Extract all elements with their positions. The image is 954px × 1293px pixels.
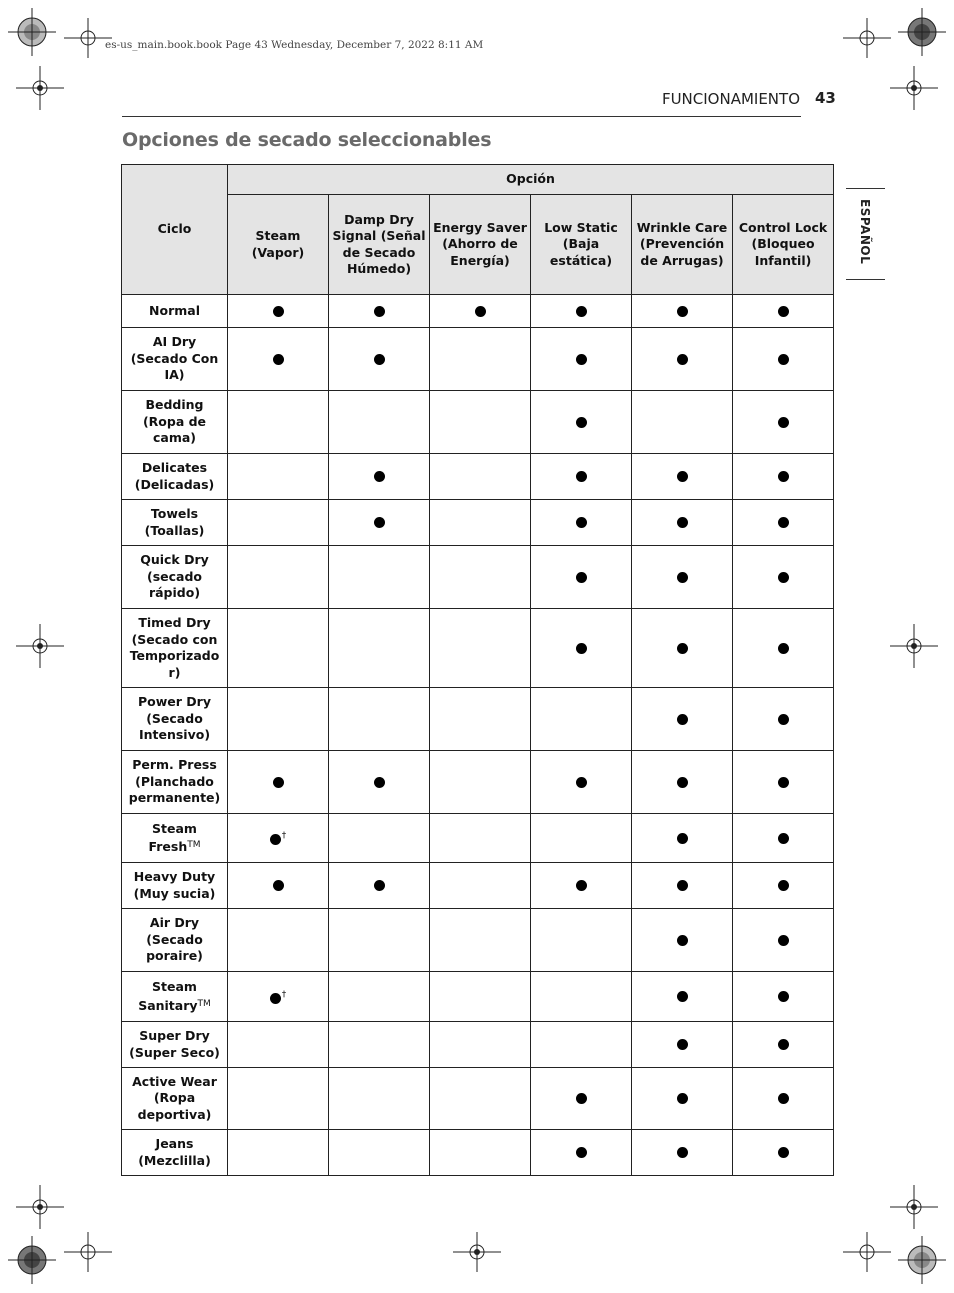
option-cell	[329, 328, 430, 391]
bullet-dot-icon	[778, 471, 789, 482]
cycle-name-cell	[122, 546, 228, 609]
option-column-header: Wrinkle Care (Prevención de Arrugas)	[632, 195, 733, 295]
cycle-name-cell	[122, 609, 228, 688]
option-cell	[733, 1068, 834, 1130]
option-column-header: Low Static (Baja estática)	[531, 195, 632, 295]
cycle-name-cell	[122, 1022, 228, 1068]
table-row	[122, 863, 834, 909]
bullet-dot-icon	[778, 354, 789, 365]
option-cell	[228, 863, 329, 909]
option-cell	[733, 863, 834, 909]
option-cell	[430, 609, 531, 688]
bullet-dot-icon	[374, 880, 385, 891]
language-tab-label: ESPAÑOL	[858, 199, 872, 265]
table-row	[122, 546, 834, 609]
option-cell	[632, 1068, 733, 1130]
option-cell	[531, 909, 632, 972]
trademark-mark: TM	[197, 998, 211, 1009]
option-cell	[228, 295, 329, 328]
bullet-dot-icon	[778, 1147, 789, 1158]
table-row	[122, 972, 834, 1022]
bullet-dot-icon	[677, 517, 688, 528]
table-row	[122, 751, 834, 814]
cycle-name-cell	[122, 1130, 228, 1176]
bullet-dot-icon	[778, 1093, 789, 1104]
bullet-dot-icon	[576, 517, 587, 528]
crosshair-mark	[890, 1185, 938, 1229]
crosshair-mark	[16, 66, 64, 110]
option-cell	[228, 609, 329, 688]
option-cell	[430, 295, 531, 328]
cycle-name-cell	[122, 688, 228, 751]
bullet-dot-icon	[677, 935, 688, 946]
cycle-name-cell	[122, 1068, 228, 1130]
option-cell	[531, 328, 632, 391]
table-row	[122, 500, 834, 546]
bullet-dot-icon	[778, 643, 789, 654]
cycle-name-cell	[122, 751, 228, 814]
option-cell	[430, 328, 531, 391]
option-cell	[329, 863, 430, 909]
table-row	[122, 609, 834, 688]
option-cell	[329, 909, 430, 972]
page-title: Opciones de secado seleccionables	[122, 129, 492, 151]
bullet-dot-icon	[576, 417, 587, 428]
bullet-dot-icon	[677, 1039, 688, 1050]
bullet-dot-icon	[778, 833, 789, 844]
option-cell	[733, 500, 834, 546]
bullet-dot-icon	[576, 471, 587, 482]
header-rule	[122, 116, 801, 117]
cycle-name-cell	[122, 295, 228, 328]
bullet-dot-icon	[778, 991, 789, 1002]
cycle-name: Quick Dry (secado rápido)	[140, 552, 209, 601]
option-cell	[733, 546, 834, 609]
option-cell	[329, 1068, 430, 1130]
option-cell	[733, 1022, 834, 1068]
crosshair-mark	[890, 66, 938, 110]
crosshair-mark	[64, 1232, 112, 1272]
cycle-name-cell	[122, 500, 228, 546]
table-row	[122, 295, 834, 328]
table-row	[122, 814, 834, 863]
option-cell	[531, 751, 632, 814]
option-cell	[228, 391, 329, 454]
bullet-dot-icon	[778, 880, 789, 891]
option-cell	[329, 1022, 430, 1068]
registration-target-mark	[8, 8, 56, 56]
option-cell	[632, 751, 733, 814]
option-cell	[430, 814, 531, 863]
bullet-dot-icon	[374, 777, 385, 788]
option-cell	[228, 751, 329, 814]
dagger-mark: †	[281, 989, 287, 1000]
bullet-dot-icon	[273, 354, 284, 365]
option-cell	[632, 454, 733, 500]
bullet-dot-icon	[677, 1093, 688, 1104]
option-cell	[430, 1068, 531, 1130]
option-cell	[733, 814, 834, 863]
option-cell	[531, 295, 632, 328]
option-cell	[329, 688, 430, 751]
option-cell	[228, 454, 329, 500]
option-cell	[531, 454, 632, 500]
option-cell	[531, 500, 632, 546]
cycle-name-cell	[122, 863, 228, 909]
option-cell	[430, 391, 531, 454]
cycle-header: Ciclo	[122, 165, 228, 295]
bullet-dot-icon	[778, 517, 789, 528]
bullet-dot-icon	[270, 993, 281, 1004]
bullet-dot-icon	[778, 1039, 789, 1050]
option-cell	[430, 454, 531, 500]
bullet-dot-icon	[778, 417, 789, 428]
bullet-dot-icon	[677, 354, 688, 365]
bullet-dot-icon	[576, 354, 587, 365]
cycle-name: Active Wear (Ropa deportiva)	[132, 1073, 217, 1122]
trademark-mark: TM	[187, 840, 201, 850]
bullet-dot-icon	[576, 777, 587, 788]
option-cell	[228, 1022, 329, 1068]
bullet-dot-icon	[677, 991, 688, 1002]
table-row	[122, 454, 834, 500]
crosshair-mark	[64, 18, 112, 58]
dagger-mark: †	[281, 831, 287, 842]
bullet-dot-icon	[576, 572, 587, 583]
bullet-dot-icon	[576, 880, 587, 891]
option-cell	[228, 909, 329, 972]
table-row	[122, 1130, 834, 1176]
option-cell	[632, 972, 733, 1022]
option-cell	[430, 972, 531, 1022]
option-cell	[430, 909, 531, 972]
cycle-name-cell	[122, 454, 228, 500]
cycle-name: AI Dry (Secado Con IA)	[130, 334, 219, 383]
option-column-header: Damp Dry Signal (Señal de Secado Húmedo)	[329, 195, 430, 295]
bullet-dot-icon	[778, 714, 789, 725]
cycle-name: Steam Sanitary	[138, 979, 198, 1013]
cycle-name: Perm. Press (Planchado permanente)	[128, 757, 221, 806]
cycle-name: Steam Fresh	[148, 820, 197, 854]
crosshair-mark	[16, 1185, 64, 1229]
table-row	[122, 909, 834, 972]
option-cell	[329, 609, 430, 688]
cycle-name: Air Dry (Secado poraire)	[146, 915, 203, 964]
option-cell	[632, 609, 733, 688]
option-cell	[228, 1068, 329, 1130]
option-cell	[228, 972, 329, 1022]
cycle-name: Normal	[149, 302, 200, 318]
option-cell	[733, 328, 834, 391]
cycle-name: Delicates (Delicadas)	[134, 460, 215, 492]
cycle-name: Jeans (Mezclilla)	[138, 1136, 211, 1168]
option-cell	[632, 295, 733, 328]
table-row	[122, 688, 834, 751]
option-cell	[632, 546, 733, 609]
option-cell	[733, 609, 834, 688]
option-column-header: Energy Saver (Ahorro de Energía)	[430, 195, 531, 295]
dry-options-table	[121, 164, 834, 1176]
cycle-name: Towels (Toallas)	[144, 506, 205, 538]
option-cell	[430, 546, 531, 609]
cycle-name: Heavy Duty (Muy sucia)	[133, 869, 216, 901]
bullet-dot-icon	[677, 572, 688, 583]
option-cell	[430, 1130, 531, 1176]
registration-target-mark	[898, 8, 946, 56]
bullet-dot-icon	[475, 306, 486, 317]
option-cell	[733, 1130, 834, 1176]
option-cell	[228, 546, 329, 609]
option-cell	[531, 1068, 632, 1130]
option-cell	[733, 909, 834, 972]
option-cell	[430, 751, 531, 814]
bullet-dot-icon	[677, 471, 688, 482]
bullet-dot-icon	[778, 306, 789, 317]
cycle-name: Super Dry (Super Seco)	[129, 1028, 220, 1060]
option-cell	[632, 391, 733, 454]
option-cell	[733, 454, 834, 500]
option-cell	[632, 863, 733, 909]
cycle-name-cell	[122, 814, 228, 863]
option-cell	[329, 546, 430, 609]
option-cell	[733, 295, 834, 328]
option-cell	[430, 688, 531, 751]
crosshair-mark	[453, 1232, 501, 1272]
option-cell	[329, 972, 430, 1022]
bullet-dot-icon	[677, 643, 688, 654]
cycle-name-cell	[122, 909, 228, 972]
option-cell	[531, 814, 632, 863]
option-cell	[531, 609, 632, 688]
table-row	[122, 391, 834, 454]
bullet-dot-icon	[576, 1093, 587, 1104]
bullet-dot-icon	[677, 880, 688, 891]
bullet-dot-icon	[273, 880, 284, 891]
page-number: 43	[815, 89, 836, 107]
option-cell	[632, 328, 733, 391]
bullet-dot-icon	[677, 777, 688, 788]
option-cell	[632, 1022, 733, 1068]
bullet-dot-icon	[576, 1147, 587, 1158]
bullet-dot-icon	[778, 777, 789, 788]
option-cell	[228, 814, 329, 863]
option-cell	[430, 1022, 531, 1068]
option-cell	[632, 909, 733, 972]
cycle-name-cell	[122, 972, 228, 1022]
option-cell	[329, 500, 430, 546]
bullet-dot-icon	[374, 306, 385, 317]
option-cell	[531, 1022, 632, 1068]
option-cell	[632, 688, 733, 751]
option-column-header: Steam (Vapor)	[228, 195, 329, 295]
print-info-line: es-us_main.book.book Page 43 Wednesday, December 7, 2022 8:11 AM	[105, 39, 484, 51]
bullet-dot-icon	[576, 306, 587, 317]
option-cell	[632, 1130, 733, 1176]
bullet-dot-icon	[778, 935, 789, 946]
registration-target-mark	[898, 1236, 946, 1284]
option-cell	[531, 688, 632, 751]
option-cell	[531, 546, 632, 609]
option-header: Opción	[228, 165, 834, 195]
option-cell	[329, 295, 430, 328]
option-cell	[531, 972, 632, 1022]
option-cell	[733, 391, 834, 454]
option-cell	[430, 863, 531, 909]
bullet-dot-icon	[677, 714, 688, 725]
option-cell	[632, 500, 733, 546]
section-header: FUNCIONAMIENTO	[661, 90, 800, 108]
table-row	[122, 328, 834, 391]
cycle-name: Bedding (Ropa de cama)	[142, 397, 207, 446]
crosshair-mark	[843, 1232, 891, 1272]
option-cell	[733, 972, 834, 1022]
option-cell	[329, 1130, 430, 1176]
bullet-dot-icon	[273, 306, 284, 317]
registration-target-mark	[8, 1236, 56, 1284]
crosshair-mark	[16, 624, 64, 668]
option-cell	[733, 751, 834, 814]
option-cell	[531, 1130, 632, 1176]
bullet-dot-icon	[374, 354, 385, 365]
cycle-name: Timed Dry (Secado con Temporizado r)	[129, 615, 220, 680]
table-row	[122, 1068, 834, 1130]
crosshair-mark	[890, 624, 938, 668]
cycle-name-cell	[122, 328, 228, 391]
bullet-dot-icon	[677, 1147, 688, 1158]
option-cell	[228, 688, 329, 751]
bullet-dot-icon	[677, 833, 688, 844]
option-cell	[531, 863, 632, 909]
bullet-dot-icon	[374, 471, 385, 482]
option-cell	[531, 391, 632, 454]
option-cell	[632, 814, 733, 863]
option-cell	[329, 814, 430, 863]
bullet-dot-icon	[273, 777, 284, 788]
crosshair-mark	[843, 18, 891, 58]
language-tab	[846, 188, 885, 280]
option-column-header: Control Lock (Bloqueo Infantil)	[733, 195, 834, 295]
bullet-dot-icon	[677, 306, 688, 317]
cycle-name-cell	[122, 391, 228, 454]
option-cell	[329, 391, 430, 454]
option-cell	[228, 328, 329, 391]
option-cell	[329, 454, 430, 500]
bullet-dot-icon	[576, 643, 587, 654]
bullet-dot-icon	[270, 834, 281, 845]
option-cell	[430, 500, 531, 546]
option-cell	[329, 751, 430, 814]
bullet-dot-icon	[778, 572, 789, 583]
cycle-name: Power Dry (Secado Intensivo)	[138, 694, 211, 743]
option-cell	[228, 500, 329, 546]
bullet-dot-icon	[374, 517, 385, 528]
table-row	[122, 1022, 834, 1068]
option-cell	[228, 1130, 329, 1176]
option-cell	[733, 688, 834, 751]
